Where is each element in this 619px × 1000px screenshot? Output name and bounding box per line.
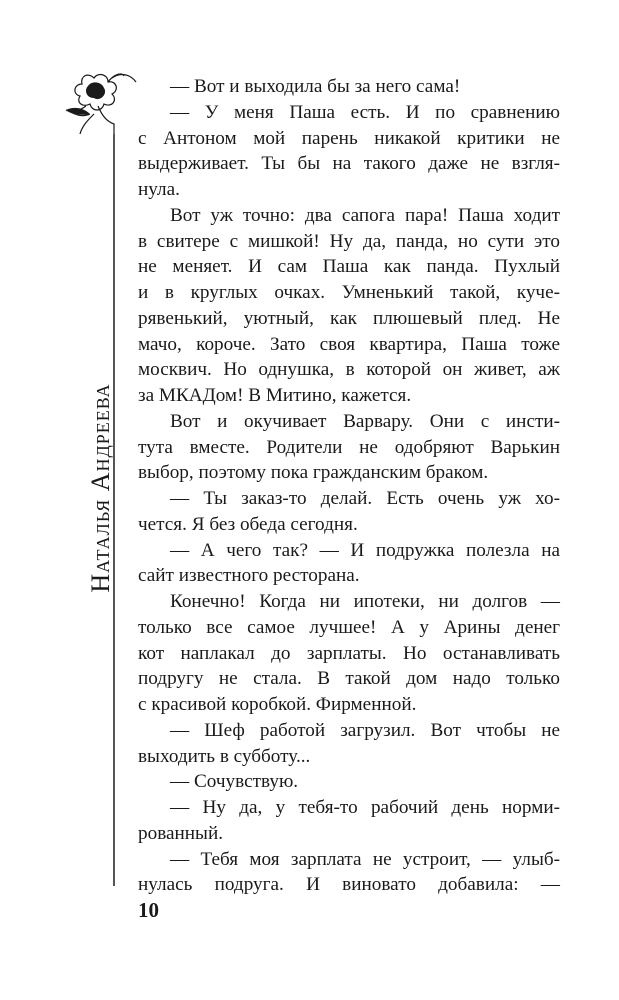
- text-line: рованный.: [138, 822, 224, 844]
- text-line: — Сочувствую.: [170, 771, 299, 793]
- author-name: Наталья Андреева: [86, 383, 115, 593]
- text-line: рявенький, уютный, как плюшевый плед. Не: [138, 307, 560, 329]
- text-line: — Вот и выходила бы за него сама!: [170, 76, 461, 97]
- text-line: за МКАДом! В Митино, кажется.: [138, 385, 412, 406]
- text-line: с Антоном мой парень никакой критики не: [138, 127, 560, 149]
- text-line: — Тебя моя зарплата не устроит, — улыб-: [170, 848, 560, 870]
- text-line: Вот уж точно: два сапога пара! Паша ходит: [170, 204, 560, 226]
- text-line: чется. Я без обеда сегодня.: [138, 513, 358, 535]
- text-line: — А чего так? — И подружка полезла на: [170, 539, 560, 561]
- text-line: подругу не стала. В такой дом надо только: [138, 668, 560, 690]
- text-line: только все самое лучшее! А у Арины денег: [138, 616, 560, 638]
- text-line: с красивой коробкой. Фирменной.: [138, 694, 417, 715]
- text-line: тута вместе. Родители не одобряют Варькин: [138, 436, 560, 458]
- text-line: — У меня Паша есть. И по сравнению: [170, 101, 560, 123]
- text-line: нулась подруга. И виновато добавила: —: [138, 874, 560, 896]
- text-line: и в круглых очках. Умненький такой, куче-: [138, 282, 560, 303]
- page-number: 10: [138, 898, 159, 922]
- body-text: [138, 74, 560, 898]
- text-line: выбор, поэтому пока гражданским браком.: [138, 462, 489, 484]
- text-line: нула.: [138, 179, 180, 200]
- text-line: — Ну да, у тебя-то рабочий день норми-: [170, 797, 560, 818]
- text-line: москвич. Но однушка, в которой он живет, аж: [138, 359, 560, 381]
- text-line: Конечно! Когда ни ипотеки, ни долгов —: [170, 591, 560, 612]
- text-line: Вот и окучивает Варвару. Они с инсти-: [170, 410, 560, 432]
- text-line: мачо, короче. Зато своя квартира, Паша тоже: [138, 333, 560, 355]
- text-line: в свитере с мишкой! Ну да, панда, но сути это: [138, 230, 560, 252]
- text-line: сайт известного ресторана.: [138, 565, 360, 587]
- text-line: выдерживает. Ты бы на такого даже не взгля-: [138, 153, 560, 175]
- text-line: — Ты заказ-то делай. Есть очень уж хо-: [170, 488, 560, 509]
- text-line: кот наплакал до зарплаты. Но останавливать: [138, 642, 560, 664]
- text-line: не меняет. И сам Паша как панда. Пухлый: [138, 256, 560, 278]
- text-line: выходить в субботу...: [138, 745, 311, 767]
- text-line: — Шеф работой загрузил. Вот чтобы не: [170, 719, 560, 741]
